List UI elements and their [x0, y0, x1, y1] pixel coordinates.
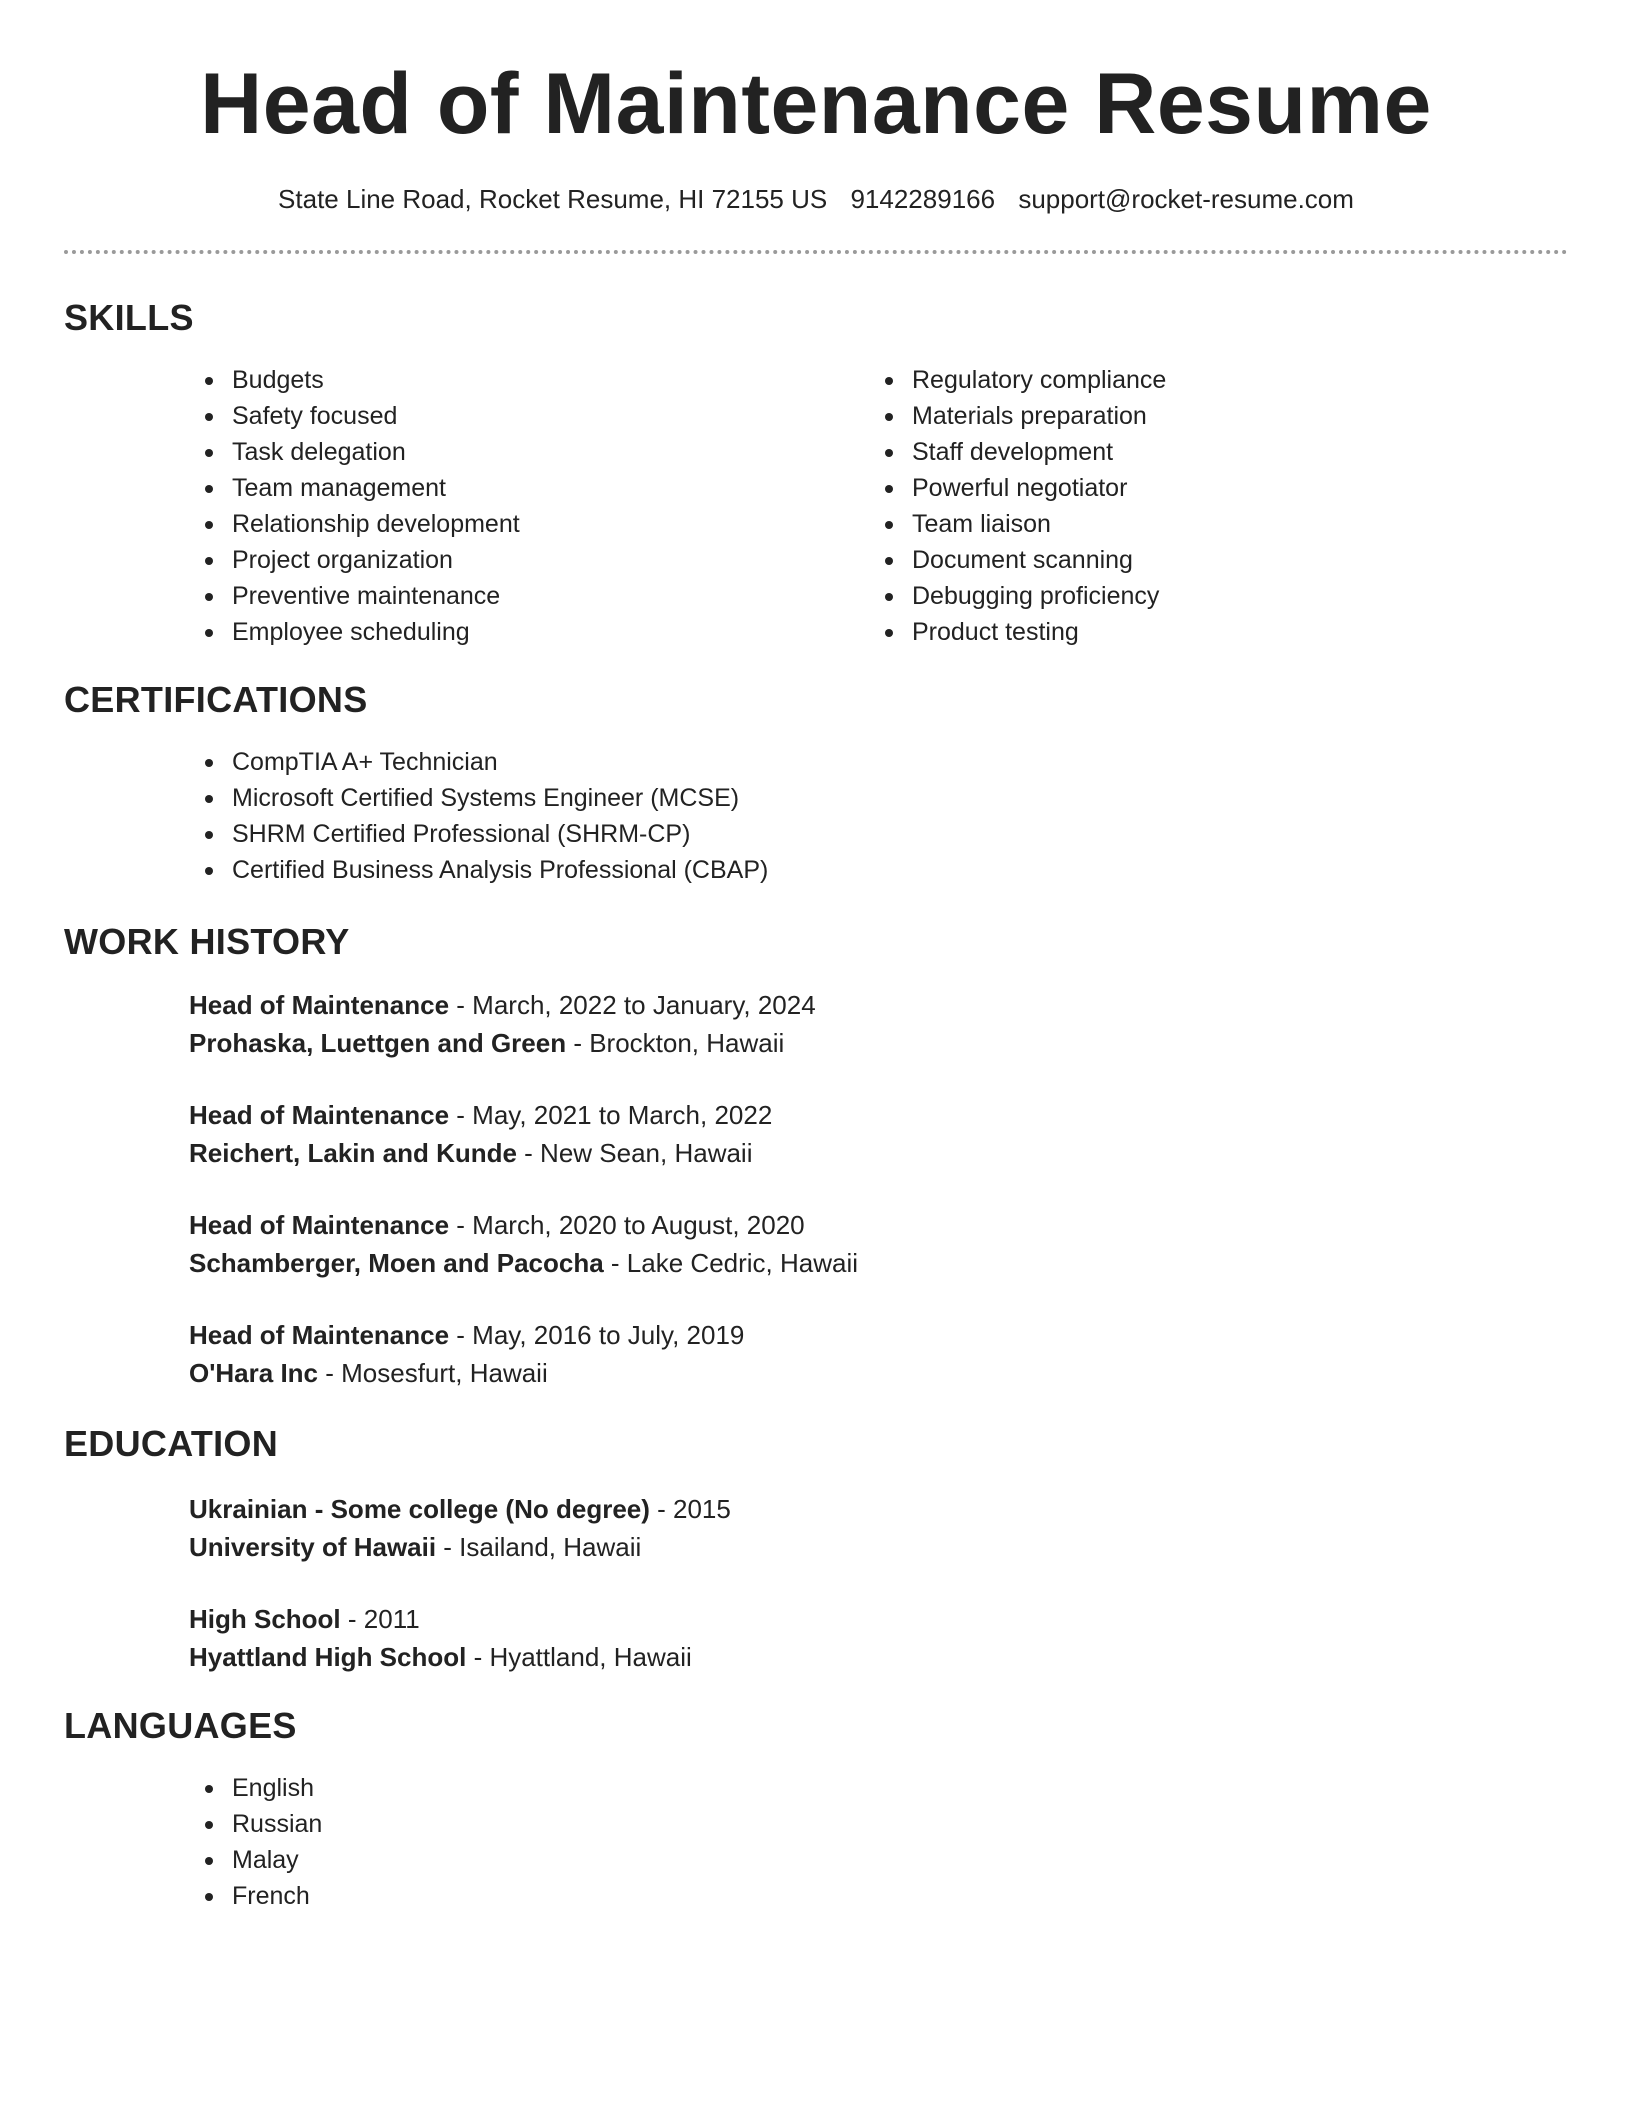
- company-line: [189, 1354, 744, 1392]
- degree-name: High School: [189, 1604, 341, 1634]
- list-item: Task delegation: [232, 434, 520, 470]
- school-name: University of Hawaii: [189, 1532, 437, 1562]
- work-entry: [189, 1316, 744, 1392]
- skills-heading: SKILLS: [64, 297, 194, 338]
- company-name: Schamberger, Moen and Pacocha: [189, 1248, 604, 1278]
- list-item: Team management: [232, 470, 520, 506]
- school-name: Hyattland High School: [189, 1642, 467, 1672]
- company-name: Reichert, Lakin and Kunde: [189, 1138, 517, 1168]
- degree-line: [189, 1600, 692, 1638]
- job-title: Head of Maintenance: [189, 1210, 450, 1240]
- list-item: Microsoft Certified Systems Engineer (MCSE): [232, 780, 768, 816]
- list-item: Staff development: [912, 434, 1166, 470]
- work-entry: [189, 1206, 858, 1282]
- list-item: French: [232, 1878, 322, 1914]
- contact-line: [64, 182, 1568, 216]
- work-entry: [189, 986, 816, 1062]
- languages-heading: LANGUAGES: [64, 1705, 297, 1746]
- degree-year: - 2011: [340, 1604, 420, 1634]
- certifications-heading: CERTIFICATIONS: [64, 679, 368, 720]
- list-item: Materials preparation: [912, 398, 1166, 434]
- company-line: [189, 1134, 772, 1172]
- list-item: Relationship development: [232, 506, 520, 542]
- contact-phone: 9142289166: [850, 184, 996, 214]
- languages-list: [232, 1770, 322, 1914]
- list-item: Product testing: [912, 614, 1166, 650]
- company-location: - New Sean, Hawaii: [516, 1138, 753, 1168]
- work-history-heading: WORK HISTORY: [64, 921, 350, 962]
- list-item: SHRM Certified Professional (SHRM-CP): [232, 816, 768, 852]
- list-item: Russian: [232, 1806, 322, 1842]
- contact-email: support@rocket-resume.com: [1018, 184, 1354, 214]
- job-line: [189, 1206, 858, 1244]
- certifications-list: [232, 744, 768, 888]
- school-location: - Hyattland, Hawaii: [466, 1642, 692, 1672]
- list-item: Document scanning: [912, 542, 1166, 578]
- degree-year: - 2015: [649, 1494, 731, 1524]
- skills-list-right: [912, 362, 1166, 650]
- job-line: [189, 1316, 744, 1354]
- list-item: Malay: [232, 1842, 322, 1878]
- list-item: Budgets: [232, 362, 520, 398]
- company-location: - Lake Cedric, Hawaii: [603, 1248, 859, 1278]
- school-line: [189, 1528, 731, 1566]
- degree-line: [189, 1490, 731, 1528]
- page-title: Head of Maintenance Resume: [200, 56, 1432, 152]
- school-location: - Isailand, Hawaii: [436, 1532, 642, 1562]
- job-dates: - May, 2016 to July, 2019: [449, 1320, 745, 1350]
- list-item: English: [232, 1770, 322, 1806]
- list-item: Team liaison: [912, 506, 1166, 542]
- list-item: Preventive maintenance: [232, 578, 520, 614]
- work-entry: [189, 1096, 772, 1172]
- job-title: Head of Maintenance: [189, 990, 450, 1020]
- job-dates: - March, 2022 to January, 2024: [449, 990, 816, 1020]
- education-heading: EDUCATION: [64, 1423, 279, 1464]
- company-line: [189, 1244, 858, 1282]
- list-item: Safety focused: [232, 398, 520, 434]
- list-item: Powerful negotiator: [912, 470, 1166, 506]
- education-entry: [189, 1600, 692, 1676]
- job-title: Head of Maintenance: [189, 1320, 450, 1350]
- company-location: - Brockton, Hawaii: [566, 1028, 785, 1058]
- list-item: Certified Business Analysis Professional (CBAP): [232, 852, 768, 888]
- degree-name: Ukrainian - Some college (No degree): [189, 1494, 650, 1524]
- list-item: Project organization: [232, 542, 520, 578]
- job-dates: - March, 2020 to August, 2020: [449, 1210, 805, 1240]
- list-item: Employee scheduling: [232, 614, 520, 650]
- school-line: [189, 1638, 692, 1676]
- job-title: Head of Maintenance: [189, 1100, 450, 1130]
- skills-list-left: [232, 362, 520, 650]
- job-dates: - May, 2021 to March, 2022: [449, 1100, 773, 1130]
- header-divider: [64, 250, 1568, 254]
- list-item: Regulatory compliance: [912, 362, 1166, 398]
- company-location: - Mosesfurt, Hawaii: [318, 1358, 548, 1388]
- list-item: CompTIA A+ Technician: [232, 744, 768, 780]
- job-line: [189, 1096, 772, 1134]
- contact-address: State Line Road, Rocket Resume, HI 72155 US: [278, 184, 828, 214]
- company-line: [189, 1024, 816, 1062]
- job-line: [189, 986, 816, 1024]
- company-name: O'Hara Inc: [189, 1358, 319, 1388]
- list-item: Debugging proficiency: [912, 578, 1166, 614]
- company-name: Prohaska, Luettgen and Green: [189, 1028, 567, 1058]
- education-entry: [189, 1490, 731, 1566]
